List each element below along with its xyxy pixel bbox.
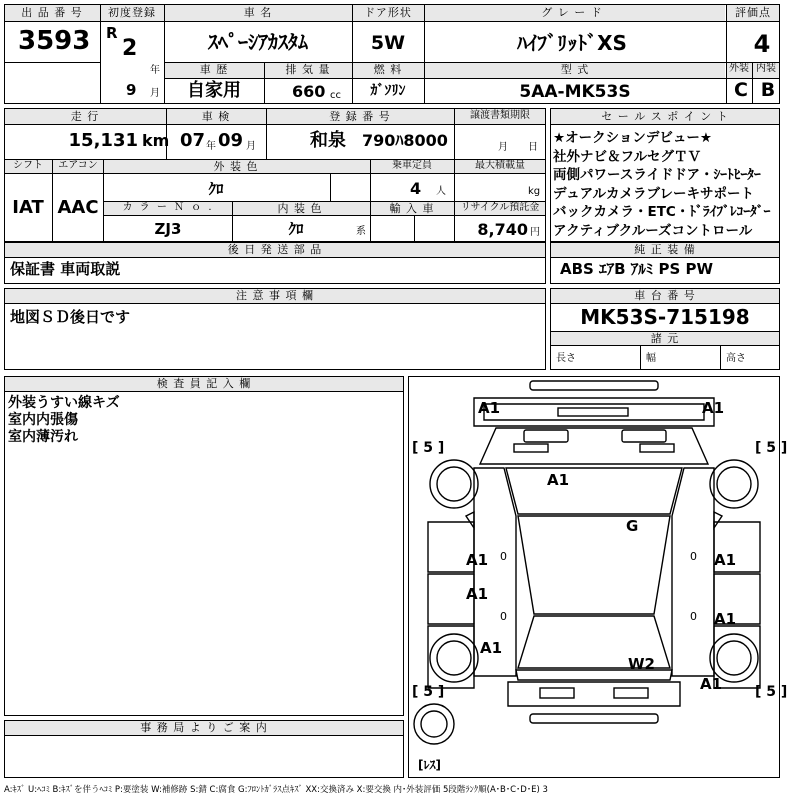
score-label: 評価点 xyxy=(735,6,771,19)
load-unit: kg xyxy=(528,186,541,197)
sales-points-label: セ ー ル ス ポ イ ン ト xyxy=(601,110,729,123)
displacement: 660 xyxy=(292,82,326,101)
mark-rear-hatch: W2 xyxy=(628,655,655,673)
sales-points-list xyxy=(553,129,779,240)
zero-mark-right-rear: 0 xyxy=(690,610,697,623)
inspection-year-unit: 年 xyxy=(206,141,216,152)
score: 4 xyxy=(753,30,771,58)
sales-point-line: アクティブクルーズコントロール xyxy=(553,222,753,239)
mark-windshield: A1 xyxy=(547,471,570,489)
tire-front-right: [ 5 ] xyxy=(755,440,788,456)
fuel: ｶﾞｿﾘﾝ xyxy=(370,83,406,99)
capacity-label: 乗車定員 xyxy=(392,160,432,171)
capacity: 4 xyxy=(410,179,422,198)
km-unit: km xyxy=(142,131,170,150)
inspection-label: 車 検 xyxy=(201,110,231,123)
int-label: 内装 xyxy=(756,63,776,74)
mark-left-door-rear: A1 xyxy=(466,585,489,603)
recycle-fee: 8,740 xyxy=(477,220,528,239)
cc-unit: cc xyxy=(330,90,341,101)
office-label: 事 務 局 よ り ご 案 内 xyxy=(140,721,268,734)
mark-left-door-front: A1 xyxy=(466,551,489,569)
grade: ﾊｲﾌﾞﾘｯﾄﾞXS xyxy=(517,31,627,55)
ac-label: エアコン xyxy=(58,160,98,171)
lot-number: 3593 xyxy=(18,26,91,56)
inspection-month-unit: 月 xyxy=(246,141,256,152)
transfer-month-unit: 月 xyxy=(498,142,508,153)
tire-front-left: [ 5 ] xyxy=(412,440,445,456)
inspection-year: 07 xyxy=(180,130,206,151)
mark-front-left: A1 xyxy=(478,399,501,417)
chassis-label: 車 台 番 号 xyxy=(634,289,696,302)
plate-area: 和泉 xyxy=(310,130,346,151)
era: R xyxy=(106,24,118,42)
inspector-notes xyxy=(8,395,120,446)
recycle-label: リサイクル預託金 xyxy=(460,202,540,213)
load-label: 最大積載量 xyxy=(475,160,525,171)
int-grade: B xyxy=(760,79,776,101)
equipment-label: 純 正 装 備 xyxy=(634,243,696,256)
inspector-line: 外装うすい線キズ xyxy=(8,395,120,411)
length-label: 長さ xyxy=(556,353,576,364)
later-parts-label: 後 日 発 送 部 品 xyxy=(227,243,323,256)
interior-unit: 系 xyxy=(356,226,366,237)
notes-label: 注 意 事 項 欄 xyxy=(236,289,314,302)
yen-unit: 円 xyxy=(530,227,540,238)
info-block xyxy=(4,108,546,242)
notes: 地図ＳＤ後日です xyxy=(10,308,131,326)
width-label: 幅 xyxy=(646,353,656,364)
month-unit: 月 xyxy=(150,88,160,99)
legend: A:ｷｽﾞ U:ﾍｺﾐ B:ｷｽﾞを伴うﾍｺﾐ P:要塗装 W:補修跡 S:錆 C:腐食 G:ﾌﾛﾝﾄｶﾞﾗｽ点ｷｽﾞ XX:交換済み X:要交換 内･外装評価 5段階ﾗﾝｸ順(A･B･C･D･E) 3 xyxy=(4,785,548,795)
inspector-label: 検 査 員 記 入 欄 xyxy=(156,377,252,390)
ext-label: 外装 xyxy=(729,63,749,74)
specs-label: 諸 元 xyxy=(650,332,680,345)
reg-month: 9 xyxy=(126,81,137,99)
tire-rear-left: [ 5 ] xyxy=(412,684,445,700)
door-label: ドア形状 xyxy=(364,6,412,19)
zero-mark-left-rear: 0 xyxy=(500,610,507,623)
color-no: ZJ3 xyxy=(154,220,182,238)
inspector-line: 室内内張傷 xyxy=(8,412,78,428)
later-parts: 保証書 車両取説 xyxy=(10,260,121,278)
plate-number: 790ﾊ8000 xyxy=(362,131,448,150)
shift: IAT xyxy=(12,197,44,218)
sales-point-line: デュアルカメラブレーキサポート xyxy=(553,185,755,202)
inspection-month: 09 xyxy=(218,130,244,151)
mark-left-rear-quarter: A1 xyxy=(480,639,503,657)
capacity-unit: 人 xyxy=(436,186,446,197)
mileage: 15,131 xyxy=(68,130,138,151)
car-outline-diagram xyxy=(408,376,780,778)
reg-year: 2 xyxy=(122,36,138,61)
ext-grade: C xyxy=(734,79,748,101)
first-reg-label: 初度登録 xyxy=(108,6,156,19)
interior-color-label: 内 装 色 xyxy=(277,202,323,215)
year-unit: 年 xyxy=(150,65,160,76)
car-name: ｽﾍﾟｰｼｱｶｽﾀﾑ xyxy=(208,30,308,54)
mark-right-door-front: A1 xyxy=(714,551,737,569)
interior-color: ｸﾛ xyxy=(288,220,304,238)
door-type: 5W xyxy=(370,32,406,54)
lot-label: 出 品 番 号 xyxy=(21,6,83,19)
sales-point-line: ★オークションデビュー★ xyxy=(553,130,712,146)
model: 5AA-MK53S xyxy=(519,82,631,102)
displacement-label: 排 気 量 xyxy=(285,63,331,76)
chassis-number: MK53S-715198 xyxy=(580,305,750,329)
sales-point-line: バックカメラ・ETC・ﾄﾞﾗｲﾌﾞﾚｺｰﾀﾞｰ xyxy=(553,204,771,220)
inspector-line: 室内薄汚れ xyxy=(8,429,78,445)
color-no-label: カ ラ ー Ｎ ｏ . xyxy=(122,202,214,213)
tire-rear-right: [ 5 ] xyxy=(755,684,788,700)
transfer-label: 譲渡書類期限 xyxy=(470,110,530,121)
zero-mark-right-front: 0 xyxy=(690,550,697,563)
ac: AAC xyxy=(57,197,99,218)
model-label: 型 式 xyxy=(560,63,590,76)
sales-point-line: 両側パワースライドドア・ｼｰﾄﾋｰﾀｰ xyxy=(553,167,761,183)
color: ｸﾛ xyxy=(208,180,224,198)
history: 自家用 xyxy=(187,80,241,101)
import-label: 輸 入 車 xyxy=(389,202,435,215)
transfer-day-unit: 日 xyxy=(528,142,538,153)
history-label: 車 歴 xyxy=(199,63,229,76)
mark-right-door-rear: A1 xyxy=(714,610,737,628)
mark-rear-right: A1 xyxy=(700,675,723,693)
fuel-label: 燃 料 xyxy=(373,63,403,76)
name-label: 車 名 xyxy=(243,6,273,19)
mileage-label: 走 行 xyxy=(70,110,100,123)
mark-glass: G xyxy=(626,517,639,535)
color-label: 外 装 色 xyxy=(213,160,259,173)
zero-mark-left-front: 0 xyxy=(500,550,507,563)
sales-point-line: 社外ナビ＆フルセグＴＶ xyxy=(553,148,701,165)
grade-label: グ レ ー ド xyxy=(541,6,603,19)
mark-front-right: A1 xyxy=(702,399,725,417)
shift-label: シフト xyxy=(13,160,43,171)
height-label: 高さ xyxy=(726,353,746,364)
plate-label: 登 録 番 号 xyxy=(329,110,391,123)
spare-tire: [ﾚｽ] xyxy=(418,758,441,772)
equipment: ABS ｴｱB ｱﾙﾐ PS PW xyxy=(560,260,714,278)
